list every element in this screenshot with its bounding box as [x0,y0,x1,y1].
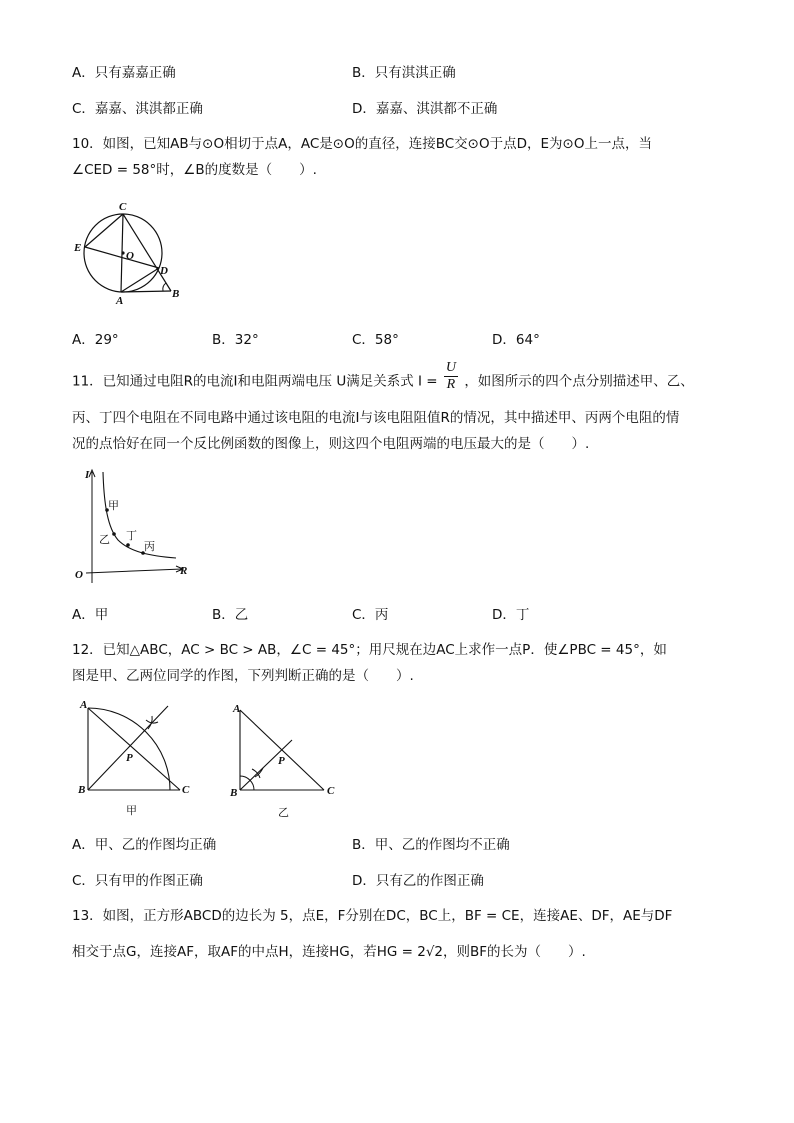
q13-stem-line1: 13．如图，正方形ABCD的边长为 5，点E，F分别在DC，BC上，BF = CE，连接AE、DF，AE与DF [72,908,673,924]
q11-fraction [444,360,458,393]
q11-option-b: B．乙 [212,607,249,623]
q11-stem-line1-post: ，如图所示的四个点分别描述甲、乙、 [464,373,694,390]
q10-option-a: A．29° [72,332,119,348]
caption-yi: 乙 [278,806,289,819]
label-b: B [230,787,238,799]
q11-option-a: A．甲 [72,607,109,623]
q10-stem-line2: ∠CED = 58°时，∠B的度数是（ ）. [72,162,317,178]
q9-option-c: C．嘉嘉、淇淇都正确 [72,101,203,117]
q10-option-c: C．58° [352,332,399,348]
q12-figure-jia [72,698,202,820]
q11-fraction-denominator: R [446,377,456,392]
q11-option-d: D．丁 [492,607,530,623]
q11-stem-line1 [72,360,694,393]
q12-option-d: D．只有乙的作图正确 [352,873,484,889]
q10-option-d: D．64° [492,332,540,348]
q12-stem-line1: 12．已知△ABC，AC > BC > AB，∠C = 45°；用尺规在边AC上求作一点P．使∠PBC = 45°，如 [72,642,667,658]
axis-label-r: R [180,565,188,577]
q12-figure-yi [230,698,350,820]
q10-option-b: B．32° [212,332,259,348]
label-a: A [116,295,124,307]
label-b: B [78,784,86,796]
q11-stem-line3: 况的点恰好在同一个反比例函数的图像上，则这四个电阻两端的电压最大的是（ ）. [72,436,590,452]
label-c: C [182,784,190,796]
point-label-yi: 乙 [99,533,110,546]
label-p: P [278,755,285,767]
q9-option-a: A．只有嘉嘉正确 [72,65,176,81]
label-c: C [119,201,127,213]
q11-fraction-numerator: U [445,360,457,375]
point-label-ding: 丁 [126,529,137,542]
q13-stem-line2: 相交于点G，连接AF，取AF的中点H，连接HG，若HG = 2√2，则BF的长为（ ）. [72,944,586,960]
label-p: P [126,752,133,764]
q12-option-c: C．只有甲的作图正确 [72,873,203,889]
q12-option-a: A．甲、乙的作图均正确 [72,837,217,853]
q11-option-c: C．丙 [352,607,389,623]
label-d: D [160,265,168,277]
label-a: A [233,703,241,715]
q11-stem-line1-pre: 11．已知通过电阻R的电流I和电阻两端电压 U满足关系式 I = [72,373,438,390]
origin-label-o: O [75,569,83,581]
label-e: E [74,242,82,254]
point-label-jia: 甲 [108,499,119,512]
q9-option-b: B．只有淇淇正确 [352,65,456,81]
point-label-bing: 丙 [144,540,155,553]
label-a: A [80,699,88,711]
label-c: C [327,785,335,797]
caption-jia: 甲 [126,804,137,817]
label-b: B [172,288,180,300]
q12-option-b: B．甲、乙的作图均不正确 [352,837,510,853]
q10-stem-line1: 10．如图，已知AB与⊙O相切于点A，AC是⊙O的直径，连接BC交⊙O于点D，E为⊙O上一点，当 [72,136,652,152]
axis-label-i: I [85,469,90,481]
q11-stem-line2: 丙、丁四个电阻在不同电路中通过该电阻的电流I与该电阻阻值R的情况，其中描述甲、丙两个电阻的情 [72,410,680,426]
q11-graph-figure [72,466,197,586]
label-o: O [126,250,134,262]
q12-stem-line2: 图是甲、乙两位同学的作图，下列判断正确的是（ ）. [72,668,414,684]
q9-option-d: D．嘉嘉、淇淇都不正确 [352,101,498,117]
q10-circle-figure [72,198,192,308]
